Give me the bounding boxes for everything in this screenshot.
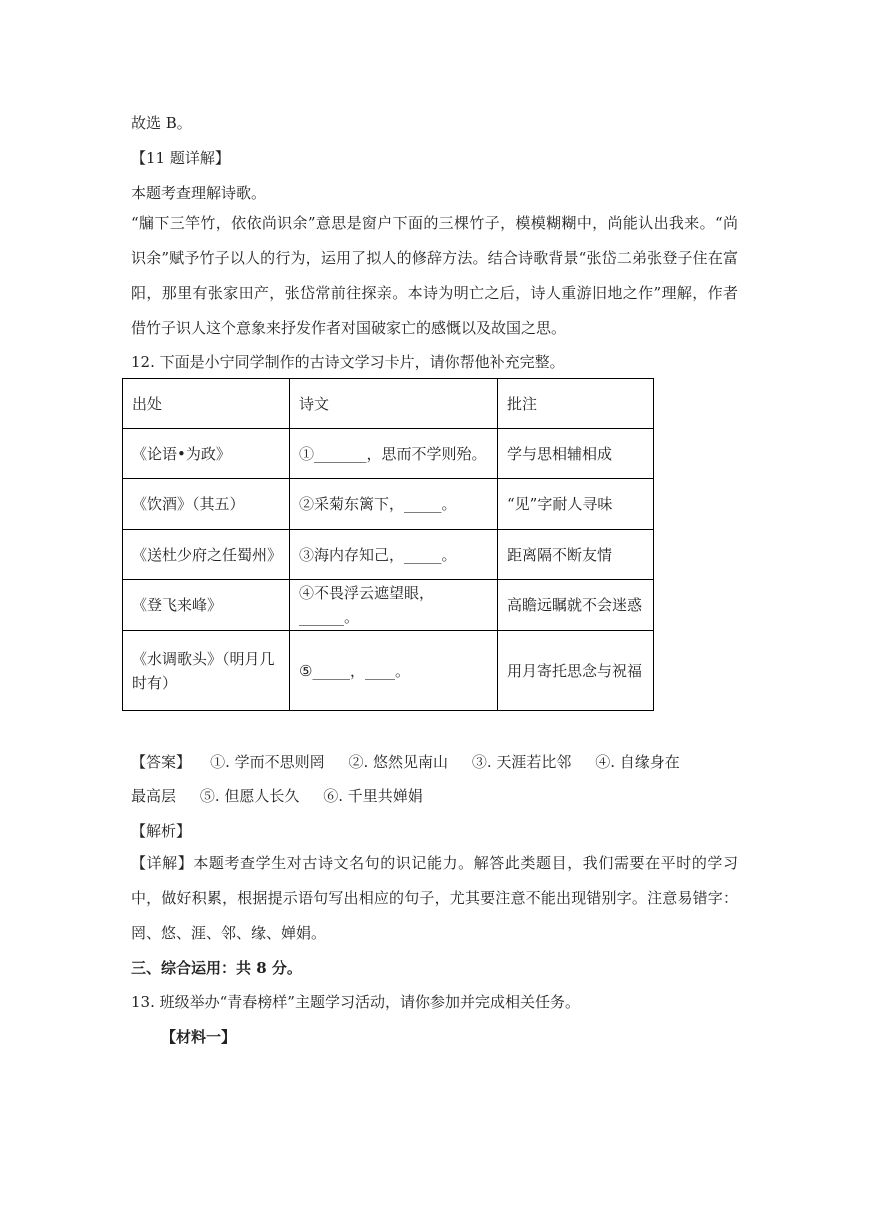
- answer-choice-line: 故选 B。: [131, 114, 192, 132]
- cell-poem: ③海内存知己，_____。: [290, 530, 498, 580]
- table-row: [123, 429, 654, 479]
- q11-intro-line: 本题考查理解诗歌。: [131, 184, 267, 202]
- poetry-study-card-table: [122, 378, 654, 711]
- q11-explanation-paragraph: “牖下三竿竹，依依尚识余”意思是窗户下面的三棵竹子，模模糊糊中，尚能认出我来。“尚识余”赋予竹子以人的行为，运用了拟人的修辞方法。结合诗歌背景“张岱二弟张登子住在富阳，那里有张家田产，张岱常前往探亲。本诗为明亡之后，诗人重游旧地之作”理解，作者借竹子识人这个意象来抒发作者对国破家亡的感慨以及故国之思。: [131, 214, 738, 337]
- cell-poem: ④不畏浮云遮望眼，______。: [290, 580, 498, 631]
- detail-paragraph: 【详解】本题考查学生对古诗文名句的识记能力。解答此类题目，我们需要在平时的学习中，做好积累，根据提示语句写出相应的句子，尤其要注意不能出现错别字。注意易错字：罔、悠、涯、邻、缘、婵娟。: [131, 854, 738, 942]
- cell-source: 《送杜少府之任蜀州》: [123, 530, 290, 580]
- table-row: [123, 580, 654, 631]
- header-poem: 诗文: [290, 379, 498, 429]
- table-row: [123, 631, 654, 711]
- cell-annotation: “见”字耐人寻味: [498, 479, 654, 530]
- section-3-heading: 三、综合运用：共 8 分。: [131, 959, 302, 977]
- table-row: [123, 479, 654, 530]
- cell-annotation: 学与思相辅相成: [498, 429, 654, 479]
- table-header-row: [123, 379, 654, 429]
- answer-line-1: 【答案】 ①. 学而不思则罔 ②. 悠然见南山 ③. 天涯若比邻 ④. 自缘身在: [131, 753, 680, 771]
- cell-source: 《水调歌头》（明月几时有）: [123, 631, 290, 711]
- cell-annotation: 用月寄托思念与祝福: [498, 631, 654, 711]
- cell-source: 《论语•为政》: [123, 429, 290, 479]
- cell-source: 《登飞来峰》: [123, 580, 290, 631]
- cell-source: 《饮酒》（其五）: [123, 479, 290, 530]
- header-annotation: 批注: [498, 379, 654, 429]
- analysis-heading: 【解析】: [131, 822, 192, 840]
- q13-prompt: 13. 班级举办“青春榜样”主题学习活动，请你参加并完成相关任务。: [131, 993, 580, 1011]
- cell-annotation: 距离隔不断友情: [498, 530, 654, 580]
- answer-line-2: 最高层 ⑤. 但愿人长久 ⑥. 千里共婵娟: [131, 787, 423, 805]
- material-1-heading: 【材料一】: [161, 1028, 237, 1046]
- q12-prompt: 12. 下面是小宁同学制作的古诗文学习卡片，请你帮他补充完整。: [131, 353, 565, 371]
- cell-poem: ②采菊东篱下，_____。: [290, 479, 498, 530]
- q11-detail-heading: 【11 题详解】: [131, 149, 230, 167]
- cell-annotation: 高瞻远瞩就不会迷惑: [498, 580, 654, 631]
- header-source: 出处: [123, 379, 290, 429]
- cell-poem: ①_______，思而不学则殆。: [290, 429, 498, 479]
- table-row: [123, 530, 654, 580]
- cell-poem: ⑤_____，____。: [290, 631, 498, 711]
